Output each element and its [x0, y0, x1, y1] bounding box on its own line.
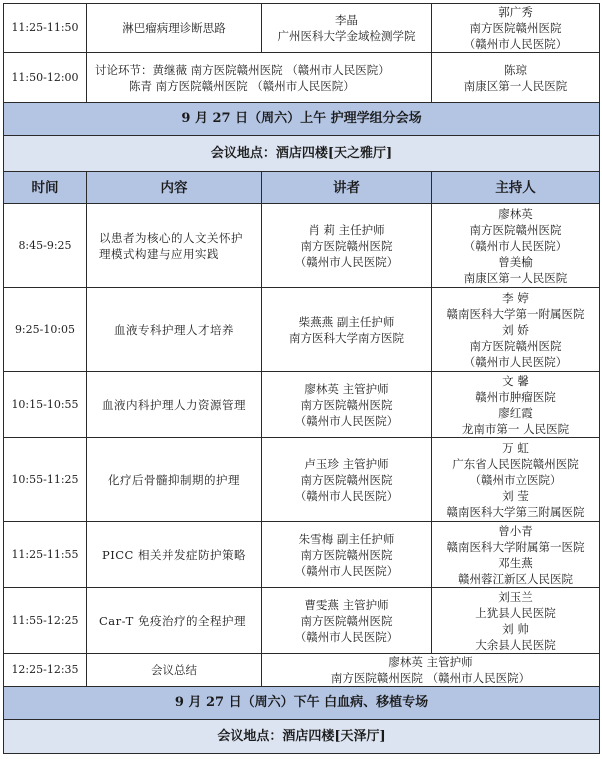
- speaker-cell: [262, 522, 432, 588]
- speaker-institution: 南方医院赣州医院: [300, 547, 393, 562]
- host-line: 南康区第一人民医院: [463, 270, 568, 285]
- time-cell: 11:55-12:25: [4, 588, 87, 654]
- discussion-line: 陈青 南方医院赣州医院 （赣州市人民医院）: [129, 78, 355, 93]
- content-cell: [87, 588, 262, 654]
- discussion-cell: [87, 53, 432, 103]
- session-location-row: [4, 720, 600, 754]
- speaker-institution: 南方医院赣州医院: [300, 613, 393, 628]
- host-line: 赣州市肿瘤医院: [475, 389, 556, 404]
- host-line: 刘玉兰: [498, 589, 533, 604]
- schedule-row: [4, 522, 600, 588]
- host-line: 南方医院赣州医院: [469, 338, 562, 353]
- discussion-line: 讨论环节：黄继薇 南方医院赣州医院 （赣州市人民医院）: [95, 62, 390, 77]
- content-cell: [87, 372, 262, 438]
- speaker-name: 肖 莉 主任护师: [308, 222, 385, 237]
- speaker-institution: （赣州市人民医院）: [294, 488, 399, 503]
- speaker-institution: 南方医院赣州医院 （赣州市人民医院）: [330, 671, 531, 685]
- schedule-row: [4, 204, 600, 288]
- host-line: 刘 娇: [502, 322, 529, 337]
- content-cell: 淋巴瘤病理诊断思路: [87, 4, 262, 53]
- host-line: 广东省人民医院赣州医院: [452, 456, 579, 471]
- schedule-row: [4, 4, 600, 53]
- host-institution: （赣州市人民医院）: [463, 37, 568, 51]
- time-cell: 11:25-11:50: [4, 4, 87, 53]
- speaker-cell: [262, 288, 432, 372]
- host-cell: [432, 522, 600, 588]
- host-cell: [432, 588, 600, 654]
- schedule-row: [4, 438, 600, 522]
- host-name: 郭广秀: [498, 5, 533, 19]
- schedule-row: [4, 288, 600, 372]
- time-cell: 10:55-11:25: [4, 438, 87, 522]
- speaker-institution: 南方医科大学南方医院: [289, 330, 404, 345]
- host-line: 万 虹: [502, 440, 529, 455]
- time-cell: 8:45-9:25: [4, 204, 87, 288]
- topic-text: 血液专科护理人才培养: [114, 322, 234, 337]
- session-title: 9 月 27 日（周六）上午 护理学组分会场: [4, 103, 600, 136]
- host-line: 刘 帅: [502, 621, 529, 636]
- speaker-institution: （赣州市人民医院）: [294, 254, 399, 269]
- host-cell: [432, 438, 600, 522]
- header-content: 内容: [87, 172, 262, 204]
- speaker-cell: [262, 4, 432, 53]
- session-location-row: [4, 136, 600, 172]
- time-cell: 11:25-11:55: [4, 522, 87, 588]
- header-speaker: 讲者: [262, 172, 432, 204]
- speaker-name: 朱雪梅 副主任护师: [298, 531, 395, 546]
- speaker-institution: 南方医院赣州医院: [300, 472, 393, 487]
- speaker-cell: [262, 654, 600, 687]
- host-line: 文 馨: [502, 373, 529, 388]
- session-location: 会议地点：酒店四楼[天泽厅]: [4, 720, 600, 754]
- host-cell: [432, 53, 600, 103]
- host-line: 赣南医科大学第一附属医院: [446, 306, 585, 321]
- host-cell: [432, 372, 600, 438]
- host-line: 李 婷: [502, 290, 529, 305]
- closing-row: [4, 654, 600, 687]
- host-cell: [432, 288, 600, 372]
- host-line: 龙南市第一 人民医院: [461, 421, 570, 436]
- host-line: （赣州市人民医院）: [463, 238, 568, 253]
- host-cell: [432, 4, 600, 53]
- content-cell: 会议总结: [87, 654, 262, 687]
- topic-text: Car-T 免疫治疗的全程护理: [99, 613, 246, 628]
- speaker-name: 廖林英 主管护师: [304, 381, 389, 396]
- speaker-cell: [262, 204, 432, 288]
- speaker-cell: [262, 438, 432, 522]
- schedule-row: [4, 53, 600, 103]
- time-cell: 9:25-10:05: [4, 288, 87, 372]
- host-line: 赣南医科大学第三附属医院: [446, 504, 585, 519]
- host-line: 大余县人民医院: [475, 637, 556, 652]
- host-line: 曾美榆: [498, 254, 533, 269]
- speaker-cell: [262, 588, 432, 654]
- host-line: （赣州市立医院）: [469, 472, 562, 487]
- speaker-institution: （赣州市人民医院）: [294, 413, 399, 428]
- host-line: 上犹县人民医院: [475, 605, 556, 620]
- topic-text: 化疗后骨髓抑制期的护理: [108, 472, 240, 487]
- host-line: 刘 莹: [502, 488, 529, 503]
- host-line: 赣州蓉江新区人民医院: [458, 571, 573, 586]
- content-cell: [87, 522, 262, 588]
- host-line: 曾小青: [498, 523, 533, 538]
- speaker-institution: 南方医院赣州医院: [300, 397, 393, 412]
- speaker-institution: （赣州市人民医院）: [294, 629, 399, 644]
- speaker-cell: [262, 372, 432, 438]
- schedule-table: [3, 3, 600, 754]
- session-title: 9 月 27 日（周六）下午 白血病、移植专场: [4, 687, 600, 720]
- host-line: 南方医院赣州医院: [469, 222, 562, 237]
- schedule-body: [4, 4, 600, 754]
- host-institution: 南方医院赣州医院: [469, 21, 562, 35]
- speaker-institution: （赣州市人民医院）: [294, 563, 399, 578]
- session-title-row: [4, 103, 600, 136]
- topic-text: PICC 相关并发症防护策略: [101, 547, 247, 562]
- speaker-name: 卢玉珍 主管护师: [304, 456, 389, 471]
- topic-text: 血液内科护理人力资源管理: [102, 397, 246, 412]
- time-cell: 12:25-12:35: [4, 654, 87, 687]
- host-name: 陈琼: [504, 62, 527, 77]
- speaker-name: 柴燕燕 副主任护师: [298, 314, 395, 329]
- content-cell: [87, 288, 262, 372]
- session-title-row: [4, 687, 600, 720]
- host-line: （赣州市人民医院）: [463, 354, 568, 369]
- speaker-name: 李晶: [335, 13, 358, 27]
- host-line: 邓生燕: [498, 555, 533, 570]
- header-time: 时间: [4, 172, 87, 204]
- topic-text: 以患者为核心的人文关怀护理模式构建与应用实践: [99, 230, 243, 261]
- host-line: 廖红霞: [498, 405, 533, 420]
- time-cell: 11:50-12:00: [4, 53, 87, 103]
- speaker-name: 廖林英 主管护师: [388, 655, 473, 669]
- host-line: 赣南医科大学附属第一医院: [446, 539, 585, 554]
- schedule-row: [4, 588, 600, 654]
- time-cell: 10:15-10:55: [4, 372, 87, 438]
- header-host: 主持人: [432, 172, 600, 204]
- speaker-name: 曹雯燕 主管护师: [304, 597, 389, 612]
- host-institution: 南康区第一人民医院: [463, 78, 568, 93]
- host-cell: [432, 204, 600, 288]
- schedule-row: [4, 372, 600, 438]
- host-line: 廖林英: [498, 206, 533, 221]
- speaker-institution: 广州医科大学金域检测学院: [277, 29, 416, 43]
- content-cell: [87, 438, 262, 522]
- session-location: 会议地点：酒店四楼[天之雅厅]: [4, 136, 600, 172]
- table-header-row: [4, 172, 600, 204]
- content-cell: [87, 204, 262, 288]
- speaker-institution: 南方医院赣州医院: [300, 238, 393, 253]
